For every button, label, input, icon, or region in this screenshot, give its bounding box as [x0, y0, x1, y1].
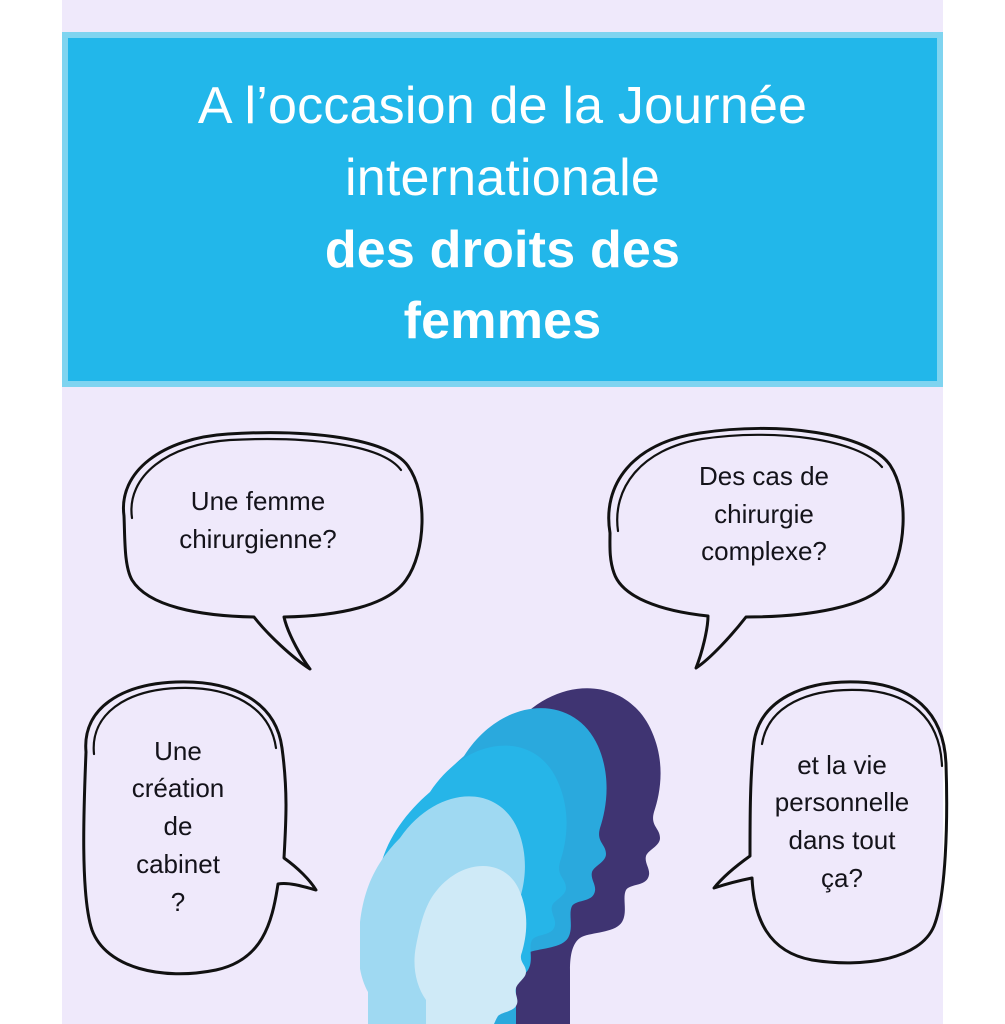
speech-bubble-surgeon — [88, 420, 436, 670]
speech-bubble-surgeon-text — [165, 483, 351, 558]
bubble-cabinet-line-2: création — [131, 773, 225, 804]
speech-bubble-practice-creation — [66, 672, 306, 982]
bubble-surgeon-line-2: chirurgienne? — [179, 524, 337, 554]
bubble-complex-line-3: complexe? — [701, 536, 827, 567]
banner-line-3: des droits des — [324, 220, 681, 279]
banner-line-1: A l’occasion de la Journée — [197, 77, 808, 135]
banner-line-2: internationale — [344, 148, 661, 207]
speech-bubble-personal-life — [712, 672, 952, 972]
bubble-life-line-2: personnelle — [774, 787, 910, 818]
bubble-life-line-3: dans tout — [788, 825, 896, 855]
speech-bubble-life-text — [761, 747, 923, 898]
bubble-cabinet-line-1: Une — [154, 735, 202, 766]
banner-line-4: femmes — [403, 292, 602, 351]
bubble-life-line-1: et la vie — [797, 749, 887, 780]
header-banner — [62, 32, 943, 387]
bubble-complex-line-1: Des cas de — [698, 460, 830, 491]
bubble-surgeon-line-1: Une femme — [190, 486, 326, 517]
bubble-cabinet-line-4: cabinet — [136, 848, 220, 879]
bubble-life-line-4: ça? — [821, 862, 863, 893]
women-profile-silhouettes — [360, 660, 680, 1024]
bubble-cabinet-line-5: ? — [170, 886, 186, 917]
bubble-cabinet-line-3: de — [163, 811, 193, 842]
bubble-complex-line-2: chirurgie — [714, 498, 814, 529]
speech-bubble-complex-text — [685, 458, 843, 571]
speech-bubble-cabinet-text — [118, 733, 239, 921]
speech-bubble-complex-cases — [588, 415, 928, 670]
